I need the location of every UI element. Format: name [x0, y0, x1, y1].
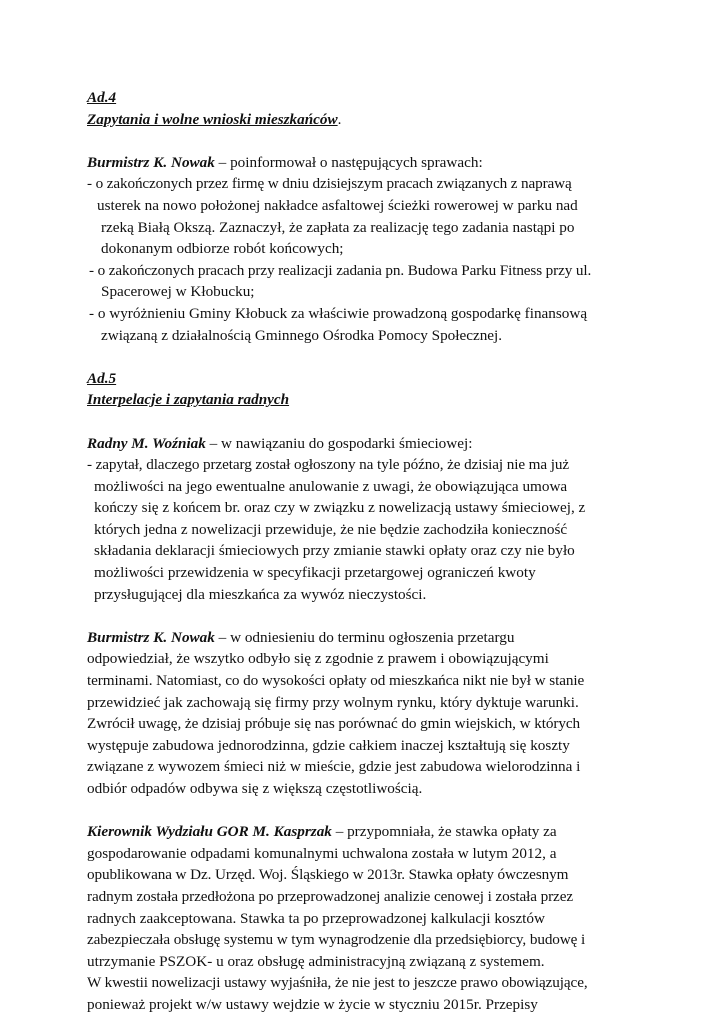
paragraph-line: - o wyróżnieniu Gminy Kłobuck za właściwie prowadzoną gospodarkę finansową: [89, 304, 588, 322]
section-number: [87, 368, 647, 390]
section-title: [87, 389, 647, 411]
paragraph-line: - o zakończonych przez firmę w dniu dzisiejszym pracach związanych z naprawą: [87, 175, 572, 193]
paragraph-line: Spacerowej w Kłobucku;: [101, 283, 255, 301]
paragraph-line: - zapytał, dlaczego przetarg został ogłoszony na tyle późno, że dzisiaj nie ma już: [87, 456, 569, 474]
speaker-name: Burmistrz K. Nowak: [87, 628, 215, 646]
paragraph-line: [87, 627, 647, 649]
speaker-name: Kierownik Wydziału GOR M. Kasprzak: [87, 823, 332, 841]
paragraph-line: [87, 152, 647, 174]
paragraph-line: terminami. Natomiast, co do wysokości opłaty od mieszkańca nikt nie był w stanie: [87, 672, 585, 690]
section-number: [87, 87, 647, 109]
section-title-text: Zapytania i wolne wnioski mieszkańców: [87, 110, 338, 128]
paragraph-line: odbiór odpadów odbywa się z większą częstotliwością.: [87, 780, 423, 797]
paragraph-line: zabezpieczała obsługę systemu w tym wynagrodzenie dla przedsiębiorcy, budowę i: [87, 931, 586, 949]
paragraph-line: związaną z działalnością Gminnego Ośrodka Pomocy Społecznej.: [101, 326, 503, 344]
line-text: – w nawiązaniu do gospodarki śmieciowej:: [205, 434, 473, 452]
section-number-text: Ad.5: [87, 369, 117, 387]
section-number-text: Ad.4: [87, 89, 117, 106]
speaker-name: Radny M. Woźniak: [87, 434, 206, 452]
paragraph-line: składania deklaracji śmieciowych przy zmianie stawki opłaty oraz czy nie było: [94, 542, 575, 560]
paragraph-line: możliwości przewidzenia w specyfikacji przetargowej ograniczeń kwoty: [94, 564, 536, 582]
paragraph-line: radnych zaakceptowana. Stawka ta po przeprowadzonej kalkulacji kosztów: [87, 909, 545, 927]
paragraph-line: możliwości na jego ewentualne anulowanie z uwagi, że obowiązująca umowa: [94, 477, 568, 495]
paragraph-line: odpowiedział, że wszytko odbyło się z zgodnie z prawem i obowiązującymi: [87, 650, 549, 668]
paragraph-line: przewidzieć jak zachowają się firmy przy wolnym rynku, który dyktuje warunki.: [87, 693, 579, 711]
paragraph-line: gospodarowanie odpadami komunalnymi uchwalona została w lutym 2012, a: [87, 844, 557, 862]
paragraph-line: których jedna z nowelizacji przewiduje, że nie będzie zachodziła konieczność: [94, 520, 568, 538]
paragraph-line: ponieważ projekt w/w ustawy wejdzie w życie w styczniu 2015r. Przepisy: [87, 995, 538, 1013]
paragraph-line: przysługującej dla mieszkańca za wywóz nieczystości.: [94, 585, 427, 603]
section-title-text: Interpelacje i zapytania radnych: [87, 391, 290, 409]
line-text: – przypomniała, że stawka opłaty za: [331, 823, 557, 841]
paragraph-line: występuje zabudowa jednorodzinna, gdzie całkiem inaczej kształtują się koszty: [87, 736, 570, 754]
section-title-suffix: .: [337, 110, 342, 128]
paragraph-line: utrzymanie PSZOK- u oraz obsługę administracyjną związaną z systemem.: [87, 952, 545, 970]
paragraph-line: - o zakończonych pracach przy realizacji zadania pn. Budowa Parku Fitness przy ul.: [89, 261, 592, 279]
paragraph-line: usterek na nowo położonej nakładce asfaltowej ścieżki rowerowej w parku nad: [97, 196, 578, 214]
paragraph-line: radnym została przedłożona po przeprowadzonej analizie cenowej i została przez: [87, 887, 573, 905]
paragraph-line: kończy się z końcem br. oraz czy w związku z nowelizacją ustawy śmieciowej, z: [94, 499, 586, 517]
paragraph-line: Zwrócił uwagę, że dzisiaj próbuje się nas porównać do gmin wiejskich, w których: [87, 715, 581, 733]
section-title: [87, 109, 647, 131]
paragraph-line: W kwestii nowelizacji ustawy wyjaśniła, że nie jest to jeszcze prawo obowiązujące,: [87, 974, 588, 992]
paragraph-line: opublikowana w Dz. Urzęd. Woj. Śląskiego w 2013r. Stawka opłaty ówczesnym: [87, 866, 569, 884]
paragraph-line: rzeką Białą Okszą. Zaznaczył, że zapłata za realizację tego zadania nastąpi po: [101, 218, 575, 236]
paragraph-line: [87, 433, 647, 455]
paragraph-line: związane z wywozem śmieci niż w mieście, gdzie jest zabudowa wielorodzinna i: [87, 758, 581, 776]
line-text: – w odniesieniu do terminu ogłoszenia przetargu: [214, 628, 515, 646]
document-body: [87, 87, 647, 1016]
speaker-name: Burmistrz K. Nowak: [87, 153, 215, 171]
paragraph-line: [87, 821, 647, 843]
paragraph-line: dokonanym odbiorze robót końcowych;: [101, 240, 344, 258]
line-text: – poinformował o następujących sprawach:: [214, 153, 483, 171]
